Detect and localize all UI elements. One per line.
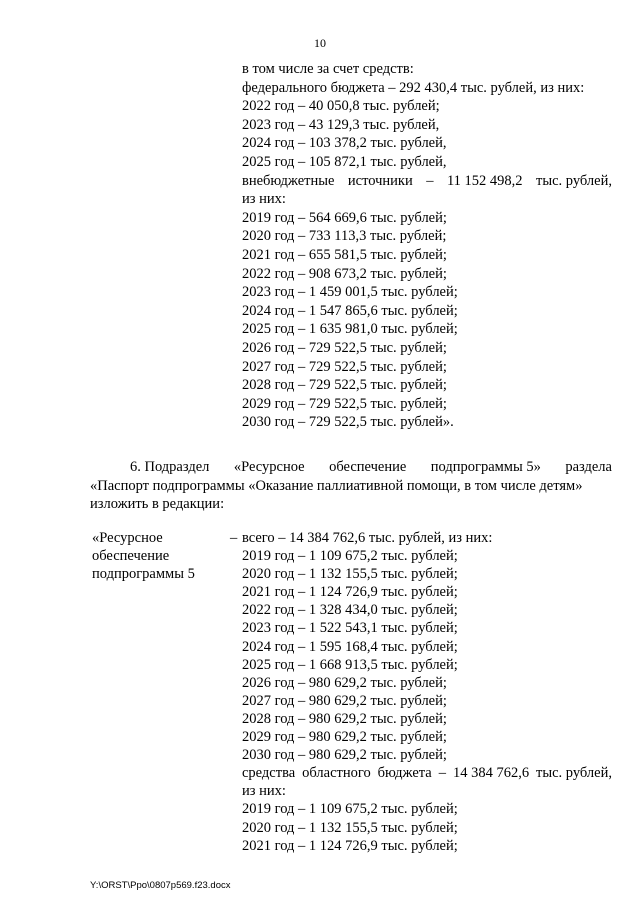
word: тыс. рублей,	[536, 765, 612, 782]
text-line: 2022 год – 908 673,2 тыс. рублей;	[242, 265, 447, 282]
word: средства	[242, 765, 296, 782]
value-line: 2019 год – 1 109 675,2 тыс. рублей;	[242, 548, 458, 565]
label-line: «Ресурсное	[92, 530, 163, 546]
value-line: 2020 год – 1 132 155,5 тыс. рублей;	[242, 566, 458, 583]
text-line: 2024 год – 1 547 865,6 тыс. рублей;	[242, 302, 458, 319]
text-line: 2029 год – 729 522,5 тыс. рублей;	[242, 395, 447, 412]
paragraph-first-line	[90, 458, 612, 477]
label-line: обеспечение	[92, 548, 170, 565]
text-line: 2026 год – 729 522,5 тыс. рублей;	[242, 339, 447, 356]
word: 11 152 498,2	[446, 172, 523, 189]
word: бюджета	[377, 765, 432, 782]
value-line: 2026 год – 980 629,2 тыс. рублей;	[242, 674, 447, 691]
text-line: 2025 год – 1 635 981,0 тыс. рублей;	[242, 321, 458, 338]
page-number: 10	[314, 36, 326, 50]
text-line: 2023 год – 1 459 001,5 тыс. рублей;	[242, 284, 458, 301]
text-line: в том числе за счет средств:	[242, 61, 414, 77]
offbudget-heading-line	[242, 172, 612, 191]
word: 6. Подраздел	[130, 459, 210, 475]
word: обеспечение	[329, 459, 407, 475]
word: областного	[302, 765, 371, 782]
value-line: 2030 год – 980 629,2 тыс. рублей;	[242, 747, 447, 764]
file-path-footer: Y:\ORST\Ppo\0807p569.f23.docx	[90, 880, 231, 891]
word: –	[438, 765, 446, 782]
paragraph-line: «Паспорт подпрограммы «Оказание паллиативной помощи, в том числе детям»	[90, 477, 583, 494]
text-line: 2020 год – 733 113,3 тыс. рублей;	[242, 228, 447, 245]
value-line: 2029 год – 980 629,2 тыс. рублей;	[242, 729, 447, 746]
resource-values	[242, 529, 612, 855]
value-line: 2022 год – 1 328 434,0 тыс. рублей;	[242, 602, 458, 619]
paragraph-line: изложить в редакции:	[90, 496, 225, 512]
value-line: 2023 год – 1 522 543,1 тыс. рублей;	[242, 620, 458, 637]
text-line: 2025 год – 105 872,1 тыс. рублей,	[242, 153, 447, 170]
label-line: подпрограммы 5	[92, 566, 195, 583]
text-line: 2024 год – 103 378,2 тыс. рублей,	[242, 135, 447, 152]
value-line: 2027 год – 980 629,2 тыс. рублей;	[242, 692, 447, 709]
text-line: 2027 год – 729 522,5 тыс. рублей;	[242, 358, 447, 375]
text-line: из них:	[242, 191, 286, 208]
value-line: 2025 год – 1 668 913,5 тыс. рублей;	[242, 656, 458, 673]
value-line: 2028 год – 980 629,2 тыс. рублей;	[242, 710, 447, 727]
text-line: 2028 год – 729 522,5 тыс. рублей;	[242, 377, 447, 394]
text-line: федерального бюджета – 292 430,4 тыс. рублей, из них:	[242, 79, 585, 96]
text-line: 2021 год – 655 581,5 тыс. рублей;	[242, 246, 447, 263]
value-line: 2024 год – 1 595 168,4 тыс. рублей;	[242, 638, 458, 655]
value-line: 2020 год – 1 132 155,5 тыс. рублей;	[242, 819, 458, 836]
text-line: 2019 год – 564 669,6 тыс. рублей;	[242, 209, 447, 226]
word: «Ресурсное	[233, 459, 305, 475]
value-line: 2021 год – 1 124 726,9 тыс. рублей;	[242, 837, 458, 854]
value-line: всего – 14 384 762,6 тыс. рублей, из них:	[242, 530, 493, 546]
word: тыс. рублей,	[536, 172, 612, 189]
value-line: 2019 год – 1 109 675,2 тыс. рублей;	[242, 801, 458, 818]
amendment-paragraph	[90, 458, 612, 514]
text-line: 2030 год – 729 522,5 тыс. рублей».	[242, 414, 454, 431]
resource-label	[92, 529, 220, 583]
word: внебюджетные	[242, 172, 335, 189]
word: 14 384 762,6	[452, 765, 530, 782]
word: источники	[347, 172, 413, 189]
value-line: 2021 год – 1 124 726,9 тыс. рублей;	[242, 584, 458, 601]
value-line: из них:	[242, 783, 286, 800]
funding-sources-block	[242, 60, 612, 432]
regional-budget-heading-line	[242, 764, 612, 782]
word: –	[426, 172, 434, 189]
separator-dash: –	[230, 530, 238, 546]
text-line: 2023 год – 43 129,3 тыс. рублей,	[242, 116, 440, 133]
word: раздела	[565, 459, 612, 475]
text-line: 2022 год – 40 050,8 тыс. рублей;	[242, 98, 440, 115]
word: подпрограммы 5»	[430, 459, 541, 475]
